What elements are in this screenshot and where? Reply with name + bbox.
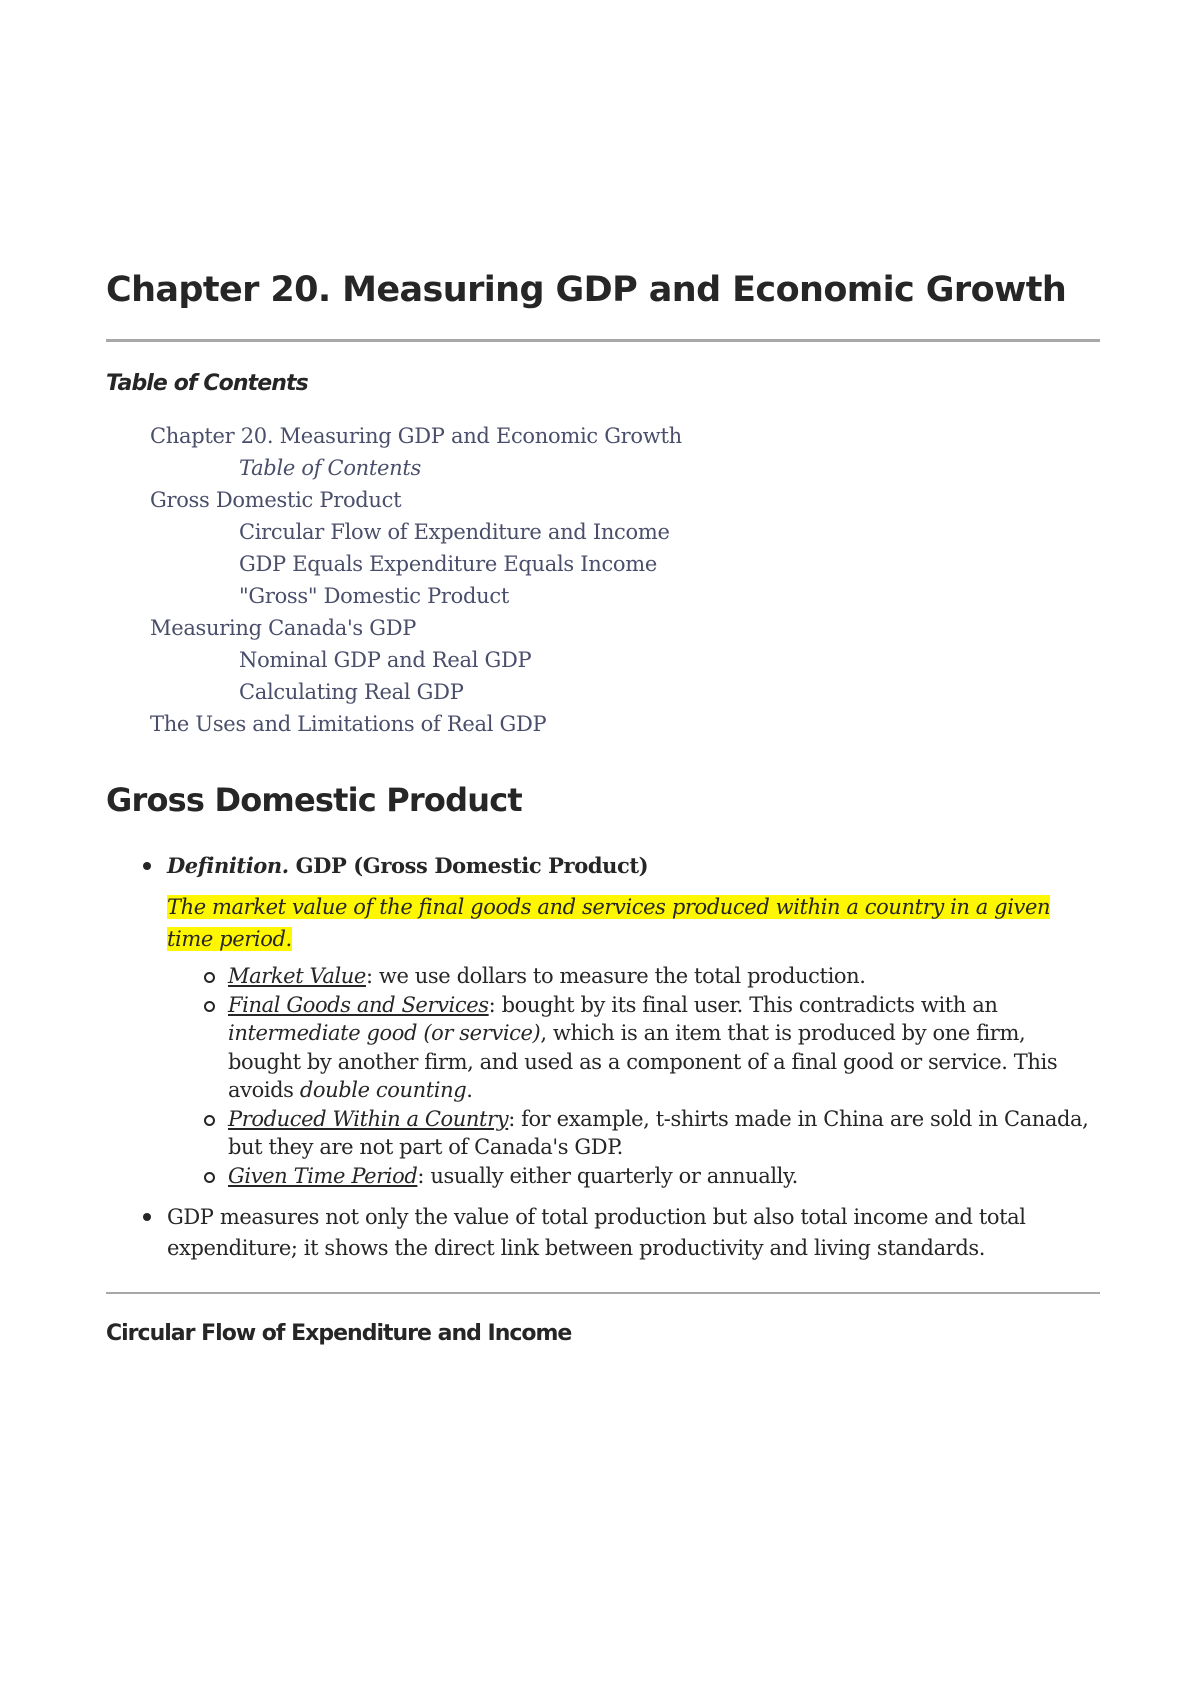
list-item xyxy=(167,1105,1100,1162)
definition-term: GDP (Gross Domestic Product) xyxy=(295,853,649,878)
list-item xyxy=(167,962,1100,991)
point-text: . xyxy=(466,1078,473,1102)
point-term: Produced Within a Country xyxy=(228,1106,509,1131)
point-text: : usually either quarterly or annually. xyxy=(417,1163,798,1188)
list-item xyxy=(167,991,1100,1105)
toc-link-uses-limitations[interactable]: The Uses and Limitations of Real GDP xyxy=(150,712,547,736)
list-item xyxy=(167,1162,1100,1191)
gdp-measures-bullet xyxy=(106,1202,1100,1264)
bullet-text: GDP measures not only the value of total production but also total income and total expenditure; it shows the direct link between productivity and living standards. xyxy=(167,1205,1026,1260)
point-term: Final Goods and Services xyxy=(228,992,489,1017)
table-of-contents xyxy=(150,420,682,740)
toc-link-calculating-real[interactable]: Calculating Real GDP xyxy=(239,680,464,704)
toc-link-gross-domestic-product[interactable]: Gross Domestic Product xyxy=(150,488,402,512)
section-divider xyxy=(106,1292,1100,1294)
toc-link-gdp-equals[interactable]: GDP Equals Expenditure Equals Income xyxy=(239,552,657,576)
point-term: Given Time Period xyxy=(228,1163,418,1188)
bullet-dot-icon xyxy=(143,1213,151,1221)
section-body xyxy=(106,850,1100,1264)
point-text: : bought by its final user. This contradicts with an xyxy=(488,992,998,1017)
page-title: Chapter 20. Measuring GDP and Economic Growth xyxy=(106,270,1067,310)
highlighted-definition: The market value of the final goods and services produced within a country in a given time period. xyxy=(167,895,1051,951)
definition-points xyxy=(167,962,1100,1190)
toc-link-nominal-real[interactable]: Nominal GDP and Real GDP xyxy=(239,648,532,672)
toc-link-circular-flow[interactable]: Circular Flow of Expenditure and Income xyxy=(239,520,670,544)
toc-link-gross[interactable]: "Gross" Domestic Product xyxy=(239,584,509,608)
point-text: : we use dollars to measure the total production. xyxy=(365,964,866,988)
toc-link-measuring-canada[interactable]: Measuring Canada's GDP xyxy=(150,616,417,640)
point-italic: intermediate good (or service) xyxy=(228,1021,541,1045)
circle-bullet-icon xyxy=(204,972,215,983)
point-text: : for example, t-shirts made in China are sold in Canada, but they are not part of Canada's GDP. xyxy=(228,1106,1089,1159)
circle-bullet-icon xyxy=(204,1172,215,1183)
point-term: Market Value xyxy=(228,964,366,988)
circle-bullet-icon xyxy=(204,1001,215,1012)
subsection-heading: Circular Flow of Expenditure and Income xyxy=(106,1321,572,1346)
definition-text xyxy=(167,891,1100,955)
toc-heading: Table of Contents xyxy=(106,371,308,396)
toc-link-chapter[interactable]: Chapter 20. Measuring GDP and Economic Growth xyxy=(150,424,682,448)
point-text: , which is an item that is produced by one firm, bought by another firm, and used as a component of a final good or service. This avoids xyxy=(228,1021,1058,1102)
definition-line xyxy=(167,850,1100,882)
bullet-dot-icon xyxy=(143,862,151,870)
title-divider xyxy=(106,339,1100,342)
definition-label: Definition. xyxy=(167,853,289,878)
circle-bullet-icon xyxy=(204,1115,215,1126)
toc-link-table-of-contents[interactable]: Table of Contents xyxy=(239,456,421,480)
point-italic: double counting xyxy=(299,1078,467,1102)
definition-bullet xyxy=(106,850,1100,1190)
section-heading: Gross Domestic Product xyxy=(106,781,522,819)
